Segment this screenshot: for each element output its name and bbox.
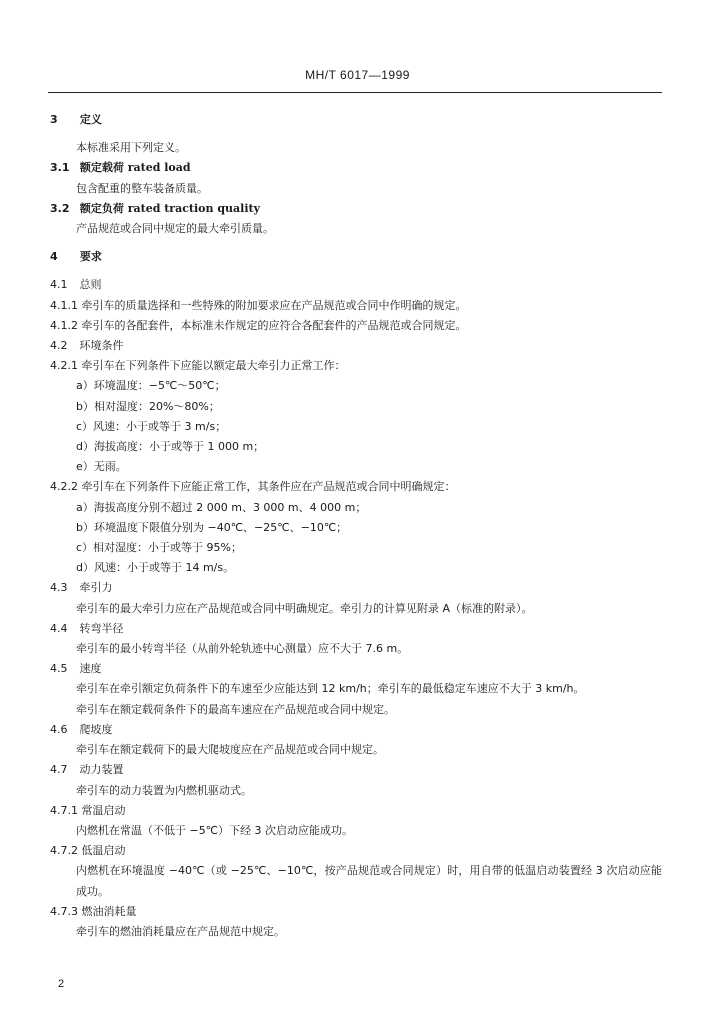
clause-3-2	[50, 199, 662, 219]
body-text-line	[50, 498, 662, 518]
clause-number: 4	[50, 250, 58, 264]
clause-4-5	[50, 659, 662, 679]
english-term: rated traction quality	[127, 201, 260, 215]
body-text-line	[50, 700, 662, 720]
clause-text: 牵引车在下列条件下应能正常工作，其条件应在产品规范或合同中明确规定：	[81, 480, 456, 494]
clause-text: 牵引车在下列条件下应能以额定最大牵引力正常工作：	[81, 359, 346, 373]
clause-number: 3.1	[50, 161, 70, 175]
clause-number: 4.7.2	[50, 844, 78, 858]
clause-text: e）无雨。	[76, 460, 127, 474]
body-text-line	[50, 740, 662, 760]
clause-4-6	[50, 720, 662, 740]
clause-4-2	[50, 336, 662, 356]
clause-number: 4.7.1	[50, 803, 78, 817]
clause-text: a）环境温度：−5℃～50℃；	[76, 379, 226, 393]
body-text-line	[50, 417, 662, 437]
document-code-header: MH/T 6017—1999	[305, 68, 410, 82]
clause-text: 定义	[79, 113, 102, 126]
clause-text: 本标准采用下列定义。	[76, 141, 186, 155]
clause-text: 牵引车的燃油消耗量应在产品规范中规定。	[76, 924, 285, 938]
clause-4-2-2	[50, 477, 662, 497]
clause-text: 产品规范或合同中规定的最大牵引质量。	[76, 222, 274, 236]
clause-number: 4.3	[50, 581, 68, 595]
body-text-line	[50, 861, 662, 901]
clause-4-1-1	[50, 296, 662, 316]
clause-text: 牵引车的动力装置为内燃机驱动式。	[76, 783, 252, 797]
clause-text: 动力装置	[79, 763, 124, 777]
body-text-line	[50, 376, 662, 396]
clause-4-1-2	[50, 316, 662, 336]
body-text-line	[50, 639, 662, 659]
page-number: 2	[58, 978, 65, 990]
clause-text: 包含配重的整车装备质量。	[76, 181, 208, 195]
clause-text: 常温启动	[81, 803, 126, 817]
clause-number: 4.2	[50, 339, 68, 353]
clause-text: 牵引车在额定载荷下的最大爬坡度应在产品规范或合同中规定。	[76, 743, 384, 757]
clause-text: 额定载荷	[79, 161, 124, 175]
body-text-line	[50, 518, 662, 538]
clause-text: 牵引车的最小转弯半径（从前外轮轨迹中心测量）应不大于 7.6 m。	[76, 642, 409, 656]
clause-number: 4.1.1	[50, 298, 78, 312]
body-text-line	[50, 821, 662, 841]
english-term: rated load	[127, 161, 191, 175]
clause-text: d）风速：小于或等于 14 m/s。	[76, 561, 235, 575]
clause-text: 牵引车的各配套件，本标准未作规定的应符合各配套件的产品规范或合同规定。	[81, 318, 467, 332]
clause-number: 4.4	[50, 621, 68, 635]
header-rule	[48, 92, 662, 93]
clause-number: 4.5	[50, 662, 68, 676]
body-text-line	[50, 679, 662, 699]
body-text-line	[50, 599, 662, 619]
clause-text: 速度	[79, 662, 102, 676]
clause-text: d）海拔高度：小于或等于 1 000 m；	[76, 440, 265, 454]
clause-text: 牵引车在牵引额定负荷条件下的车速至少应能达到 12 km/h；牵引车的最低稳定车速应不大于 3 km/h。	[76, 682, 585, 696]
body-text-line	[50, 179, 662, 199]
clause-text: a）海拔高度分别不超过 2 000 m、3 000 m、4 000 m；	[76, 500, 367, 514]
clause-text: 额定负荷	[79, 201, 124, 215]
clause-text: 要求	[79, 250, 102, 264]
clause-text: 牵引车在额定载荷条件下的最高车速应在产品规范或合同中规定。	[76, 702, 395, 716]
clause-3	[50, 110, 662, 130]
body-text-line	[50, 538, 662, 558]
clause-text: b）环境温度下限值分别为 −40℃、−25℃、−10℃；	[76, 520, 348, 534]
clause-number: 4.7	[50, 763, 68, 777]
clause-4-7-2	[50, 841, 662, 861]
body-text-line	[50, 558, 662, 578]
clause-text: b）相对湿度：20%～80%；	[76, 399, 220, 413]
clause-4-7-1	[50, 801, 662, 821]
body-text-line	[50, 138, 662, 158]
clause-text: 内燃机在常温（不低于 −5℃）下经 3 次启动应能成功。	[76, 823, 354, 837]
clause-number: 4.1	[50, 278, 68, 292]
body-text-line	[50, 457, 662, 477]
clause-3-1	[50, 158, 662, 178]
clause-text: c）风速：小于或等于 3 m/s；	[76, 419, 227, 433]
clause-4-7-3	[50, 902, 662, 922]
clause-4-3	[50, 578, 662, 598]
clause-text: 牵引车的质量选择和一些特殊的附加要求应在产品规范或合同中作明确的规定。	[81, 298, 467, 312]
clause-text: 低温启动	[81, 844, 126, 858]
body-text-line	[50, 781, 662, 801]
clause-number: 3.2	[50, 201, 70, 215]
clause-number: 4.2.1	[50, 359, 78, 373]
body-text-line	[50, 397, 662, 417]
clause-number: 3	[50, 113, 58, 126]
clause-4-1	[50, 275, 662, 295]
clause-text: 爬坡度	[79, 722, 113, 736]
clause-text: 牵引力	[79, 581, 113, 595]
clause-number: 4.6	[50, 722, 68, 736]
body-text-line	[50, 922, 662, 942]
clause-4	[50, 247, 662, 267]
clause-number: 4.2.2	[50, 480, 78, 494]
clause-text: 环境条件	[79, 339, 124, 353]
clause-text: 牵引车的最大牵引力应在产品规范或合同中明确规定。牵引力的计算见附录 A（标准的附录）。	[76, 601, 533, 615]
clause-number: 4.1.2	[50, 318, 78, 332]
body-text-line	[50, 437, 662, 457]
clause-text: 总则	[79, 278, 102, 292]
clause-text: 燃油消耗量	[81, 904, 137, 918]
clause-text: 转弯半径	[79, 621, 124, 635]
clause-4-4	[50, 619, 662, 639]
clause-number: 4.7.3	[50, 904, 78, 918]
clause-text: 内燃机在环境温度 −40℃（或 −25℃、−10℃，按产品规范或合同规定）时，用自带的低温启动装置经 3 次启动应能成功。	[76, 864, 662, 898]
clause-4-2-1	[50, 356, 662, 376]
document-body	[50, 110, 662, 942]
clause-4-7	[50, 760, 662, 780]
body-text-line	[50, 219, 662, 239]
clause-text: c）相对湿度：小于或等于 95%；	[76, 541, 242, 555]
